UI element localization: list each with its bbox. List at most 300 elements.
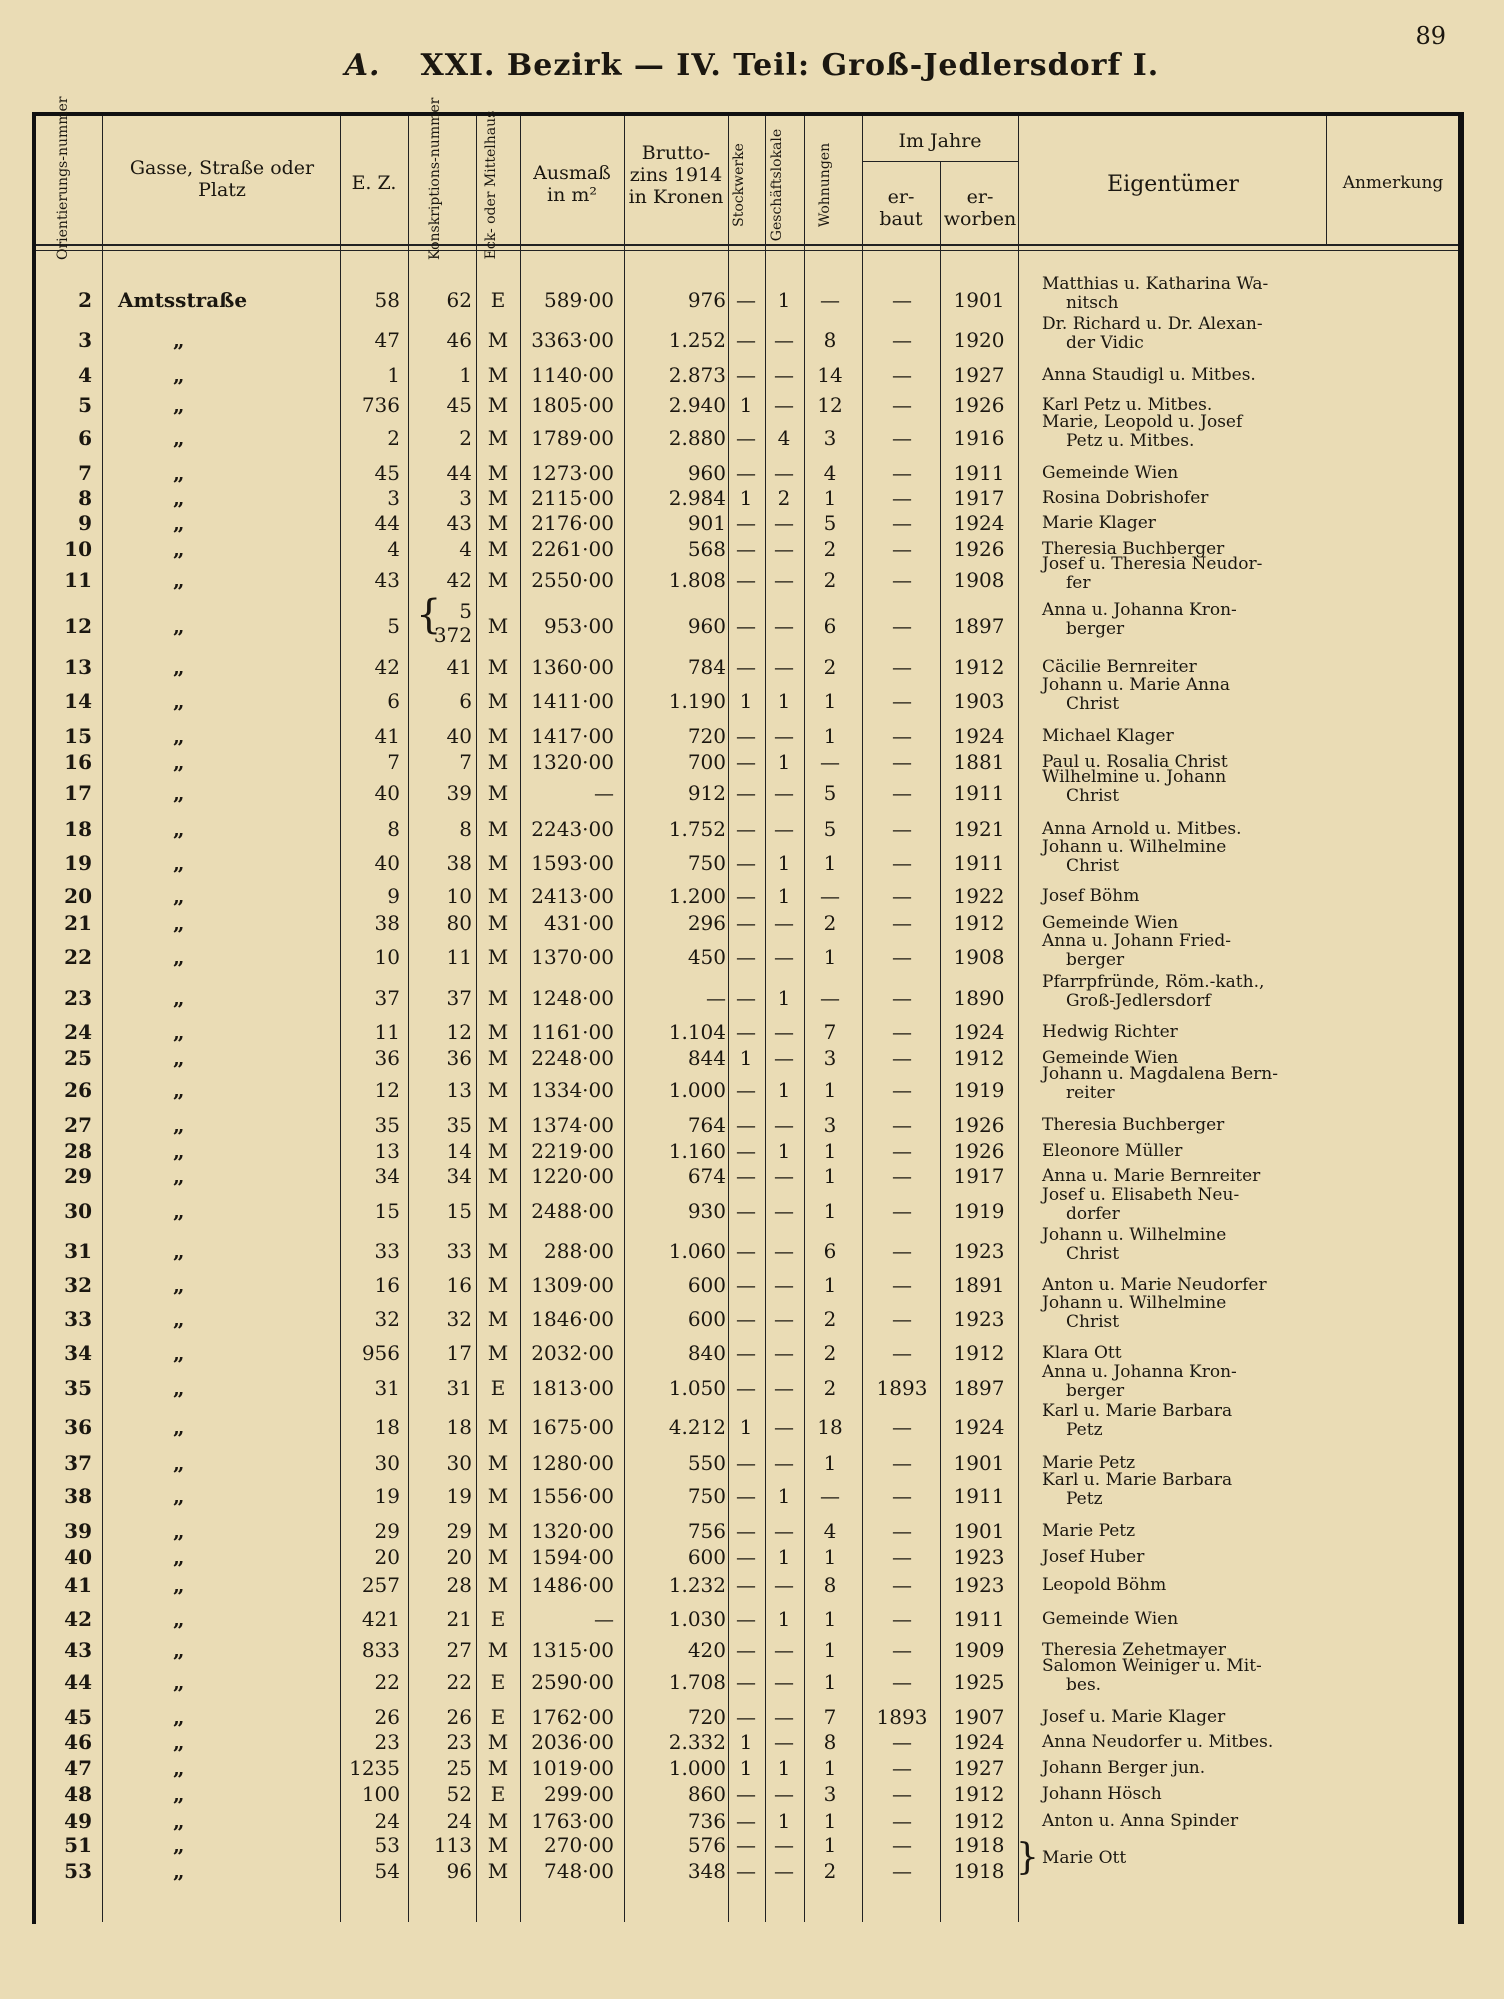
table-row (0, 1401, 1504, 1440)
cell-st: — (736, 1484, 756, 1508)
header-orientierung: Orientierungs-nummer (55, 96, 71, 260)
cell-gl: — (774, 363, 794, 387)
cell-gasse: Amtsstraße (118, 288, 248, 312)
cell-ez: 58 (374, 288, 400, 312)
header-erbaut: er-baut (879, 186, 923, 230)
cell-aus: 1360·00 (531, 655, 614, 679)
cell-aus: 1789·00 (531, 426, 614, 450)
owner-line: Anna u. Johanna Kron- (1042, 600, 1237, 620)
cell-gl: — (774, 328, 794, 352)
cell-aus: 1019·00 (531, 1756, 614, 1780)
cell-gl: — (774, 614, 794, 638)
cell-erb: — (892, 1164, 912, 1188)
cell-bz: 568 (687, 537, 726, 561)
cell-erw: 1921 (953, 817, 1005, 841)
cell-st: — (736, 986, 756, 1010)
cell-nr: 27 (64, 1113, 92, 1137)
cell-erw: 1920 (953, 328, 1005, 352)
cell-bz: 550 (687, 1451, 726, 1475)
cell-erw: 1916 (953, 426, 1005, 450)
cell-gl: — (774, 1415, 794, 1439)
cell-kn: 15 (446, 1199, 472, 1223)
cell-nr: 41 (64, 1573, 92, 1597)
cell-gasse: „ (173, 1376, 185, 1400)
owner-line: Johann u. Wilhelmine (1042, 837, 1227, 857)
cell-eigentuemer (1042, 1019, 1302, 1045)
owner-line: Klara Ott (1042, 1343, 1122, 1363)
cell-aus: 1315·00 (531, 1638, 614, 1662)
cell-nr: 47 (64, 1756, 92, 1780)
cell-wo: 1 (823, 1545, 837, 1569)
cell-st: — (736, 750, 756, 774)
cell-em: M (487, 1451, 509, 1475)
cell-em: M (487, 724, 509, 748)
cell-nr: 37 (64, 1451, 92, 1475)
cell-aus: 1813·00 (531, 1376, 614, 1400)
cell-erb: — (892, 288, 912, 312)
table-row (0, 1606, 1504, 1632)
cell-gl: — (774, 1730, 794, 1754)
cell-gl: — (774, 537, 794, 561)
table-row (0, 1544, 1504, 1570)
cell-kn: 5 (459, 599, 472, 623)
cell-gasse: „ (173, 1705, 185, 1729)
cell-nr: 29 (64, 1164, 92, 1188)
cell-eigentuemer (1042, 1186, 1302, 1224)
cell-wo: — (820, 1484, 840, 1508)
cell-aus: 1140·00 (531, 363, 614, 387)
cell-wo: 1 (823, 1638, 837, 1662)
table-row (0, 554, 1504, 593)
cell-erw: 1922 (953, 884, 1005, 908)
cell-bz: 1.104 (668, 1020, 726, 1044)
cell-st: — (736, 655, 756, 679)
cell-erb: — (892, 328, 912, 352)
cell-ez: 23 (374, 1730, 400, 1754)
cell-eigentuemer (1042, 723, 1302, 749)
owner-line-continued: Christ (1066, 1312, 1120, 1332)
cell-wo: 7 (823, 1705, 837, 1729)
cell-kn: 2 (459, 426, 472, 450)
cell-gl: — (774, 817, 794, 841)
cell-ez: 8 (387, 817, 400, 841)
cell-erw: 1912 (953, 1341, 1005, 1365)
cell-kn: 18 (446, 1415, 472, 1439)
cell-nr: 32 (64, 1273, 92, 1297)
cell-gasse: „ (173, 614, 185, 638)
cell-kn: 1 (459, 363, 472, 387)
cell-wo: 1 (823, 1139, 837, 1163)
cell-kn: 10 (446, 884, 472, 908)
cell-wo: 5 (823, 781, 837, 805)
page-title (0, 48, 1504, 83)
cell-em: M (487, 1139, 509, 1163)
cell-gasse: „ (173, 486, 185, 510)
table-row (0, 767, 1504, 806)
cell-bz: 784 (687, 655, 726, 679)
table-row (0, 837, 1504, 876)
cell-wo: 4 (823, 1519, 837, 1543)
owner-line: Paul u. Rosalia Christ (1042, 752, 1228, 772)
header-ausmass: Ausmaß in m² (533, 162, 611, 206)
cell-kn: 8 (459, 817, 472, 841)
cell-em: M (487, 1078, 509, 1102)
cell-wo: 1 (823, 1607, 837, 1631)
table-row (0, 883, 1504, 909)
cell-erb: — (892, 1415, 912, 1439)
cell-gasse: „ (173, 724, 185, 748)
cell-kn: 46 (446, 328, 472, 352)
cell-st: — (736, 1239, 756, 1263)
cell-nr: 23 (64, 986, 92, 1010)
cell-em: M (487, 1341, 509, 1365)
cell-kn: 35 (446, 1113, 472, 1137)
cell-ez: 956 (361, 1341, 400, 1365)
cell-gl: — (774, 1670, 794, 1694)
owner-line: Pfarrpfründe, Röm.-kath., (1042, 972, 1265, 992)
cell-ez: 257 (361, 1573, 400, 1597)
cell-wo: 5 (823, 511, 837, 535)
cell-bz: 700 (687, 750, 726, 774)
owner-line: Johann u. Magdalena Bern- (1042, 1064, 1278, 1084)
cell-gasse: „ (173, 568, 185, 592)
cell-gl: 1 (777, 1809, 791, 1833)
cell-ez: 833 (361, 1638, 400, 1662)
table-row (0, 362, 1504, 388)
owner-line: Marie Ott (1042, 1848, 1127, 1868)
table-row (0, 1112, 1504, 1138)
cell-kn: 19 (446, 1484, 472, 1508)
cell-wo: 2 (823, 1859, 837, 1883)
cell-eigentuemer (1042, 676, 1302, 714)
cell-aus: 2176·00 (531, 511, 614, 535)
cell-st: 1 (739, 1046, 753, 1070)
cell-gasse: „ (173, 986, 185, 1010)
owner-line: Marie Petz (1042, 1453, 1136, 1473)
table-row (0, 1518, 1504, 1544)
cell-gl: — (774, 1239, 794, 1263)
cell-em: M (487, 655, 509, 679)
owner-line: Johann u. Marie Anna (1042, 675, 1231, 695)
cell-kn: 34 (446, 1164, 472, 1188)
cell-gl: 1 (777, 288, 791, 312)
cell-nr: 28 (64, 1139, 92, 1163)
cell-em: M (487, 851, 509, 875)
cell-erw: 1912 (953, 911, 1005, 935)
cell-erb: — (892, 1833, 912, 1857)
cell-em: M (487, 1046, 509, 1070)
cell-erw: 1917 (953, 1164, 1005, 1188)
cell-erb: — (892, 1113, 912, 1137)
header-stockwerke: Stockwerke (731, 143, 747, 227)
cell-erb: — (892, 1573, 912, 1597)
cell-eigentuemer (1042, 883, 1302, 909)
owner-line: Leopold Böhm (1042, 1575, 1167, 1595)
cell-ez: 40 (374, 851, 400, 875)
cell-wo: 3 (823, 1046, 837, 1070)
cell-aus: 1846·00 (531, 1307, 614, 1331)
cell-wo: 1 (823, 689, 837, 713)
cell-em: M (487, 1415, 509, 1439)
header-konskription: Konskriptions-nummer (427, 97, 443, 260)
cell-erb: — (892, 568, 912, 592)
table-row (0, 1019, 1504, 1045)
cell-em: M (487, 461, 509, 485)
cell-kn: 7 (459, 750, 472, 774)
cell-erw: 1891 (953, 1273, 1005, 1297)
cell-kn: 113 (433, 1833, 472, 1857)
table-row (0, 274, 1504, 313)
cell-gasse: „ (173, 1573, 185, 1597)
cell-eigentuemer (1042, 1138, 1302, 1164)
table-row (0, 1848, 1504, 1884)
cell-gasse: „ (173, 1451, 185, 1475)
cell-erw: 1897 (953, 614, 1005, 638)
owner-line: Gemeinde Wien (1042, 913, 1179, 933)
cell-wo: 14 (817, 363, 843, 387)
cell-ez: 22 (374, 1670, 400, 1694)
cell-ez: 16 (374, 1273, 400, 1297)
cell-gasse: „ (173, 426, 185, 450)
cell-bz: 976 (687, 288, 726, 312)
cell-eigentuemer (1042, 1518, 1302, 1544)
cell-ez: 2 (387, 426, 400, 450)
cell-erb: 1893 (876, 1376, 928, 1400)
owner-line: Karl Petz u. Mitbes. (1042, 395, 1213, 415)
cell-eigentuemer (1042, 932, 1302, 970)
cell-em: E (490, 1607, 506, 1631)
cell-gasse: „ (173, 1545, 185, 1569)
cell-ez: 26 (374, 1705, 400, 1729)
cell-eigentuemer (1042, 1845, 1302, 1871)
cell-ez: 29 (374, 1519, 400, 1543)
cell-gl: 1 (777, 851, 791, 875)
owner-line: Josef u. Theresia Neudor- (1042, 554, 1263, 574)
cell-em: M (487, 1307, 509, 1331)
cell-wo: 2 (823, 568, 837, 592)
owner-line-continued: Petz u. Mitbes. (1066, 431, 1195, 451)
cell-gasse: „ (173, 1484, 185, 1508)
cell-gasse: „ (173, 884, 185, 908)
cell-gasse: „ (173, 537, 185, 561)
owner-line: Marie, Leopold u. Josef (1042, 412, 1243, 432)
cell-gl: — (774, 1859, 794, 1883)
cell-ez: 421 (361, 1607, 400, 1631)
cell-eigentuemer (1042, 362, 1302, 388)
cell-gl: — (774, 1833, 794, 1857)
section-letter: A. (344, 48, 381, 83)
cell-bz: 1.200 (668, 884, 726, 908)
cell-kn: 45 (446, 393, 472, 417)
cell-nr: 30 (64, 1199, 92, 1223)
cell-ez: 3 (387, 486, 400, 510)
cell-eigentuemer (1042, 1572, 1302, 1598)
cell-gl: — (774, 1638, 794, 1662)
header-eigentuemer: Eigentümer (1107, 172, 1239, 197)
cell-em: M (487, 1545, 509, 1569)
cell-erw: 1881 (953, 750, 1005, 774)
cell-kn: 22 (446, 1670, 472, 1694)
owner-line-continued: fer (1066, 573, 1091, 593)
cell-wo: — (820, 288, 840, 312)
cell-gl: 4 (777, 426, 791, 450)
cell-eigentuemer (1042, 1402, 1302, 1440)
cell-wo: 1 (823, 1809, 837, 1833)
table-row (0, 1704, 1504, 1730)
cell-wo: 2 (823, 1376, 837, 1400)
cell-nr: 51 (64, 1833, 92, 1857)
cell-aus: — (594, 781, 614, 805)
cell-gasse: „ (173, 1730, 185, 1754)
cell-gl: 1 (777, 1078, 791, 1102)
cell-erw: 1918 (953, 1859, 1005, 1883)
cell-gasse: „ (173, 945, 185, 969)
cell-eigentuemer (1042, 1544, 1302, 1570)
cell-gl: — (774, 1705, 794, 1729)
cell-kn: 21 (446, 1607, 472, 1631)
cell-gasse: „ (173, 1341, 185, 1365)
cell-erb: — (892, 1139, 912, 1163)
cell-aus: 2032·00 (531, 1341, 614, 1365)
owner-line: Gemeinde Wien (1042, 1048, 1179, 1068)
header-erworben: er-worben (943, 186, 1017, 230)
owner-line-continued: Christ (1066, 1244, 1120, 1264)
owner-line: Josef Huber (1042, 1547, 1145, 1567)
cell-eigentuemer (1042, 1657, 1302, 1695)
cell-erw: 1901 (953, 1519, 1005, 1543)
cell-wo: 1 (823, 1164, 837, 1188)
owner-line-continued: Petz (1066, 1489, 1103, 1509)
cell-nr: 24 (64, 1020, 92, 1044)
cell-bz: 420 (687, 1638, 726, 1662)
cell-bz: 720 (687, 1705, 726, 1729)
cell-st: 1 (739, 689, 753, 713)
cell-erw: 1927 (953, 1756, 1005, 1780)
cell-ez: 31 (374, 1376, 400, 1400)
title-text: XXI. Bezirk — IV. Teil: Groß-Jedlersdorf I. (420, 48, 1160, 83)
cell-em: M (487, 328, 509, 352)
cell-erb: — (892, 1273, 912, 1297)
cell-em: M (487, 1273, 509, 1297)
cell-ez: 1 (387, 363, 400, 387)
cell-wo: 5 (823, 817, 837, 841)
cell-erw: 1911 (953, 461, 1005, 485)
cell-bz: 1.708 (668, 1670, 726, 1694)
cell-gasse: „ (173, 1833, 185, 1857)
cell-kn: 62 (446, 288, 472, 312)
cell-em: M (487, 1519, 509, 1543)
header-brutto: Brutto-zins 1914 in Kronen (628, 142, 724, 208)
cell-nr: 21 (64, 911, 92, 935)
cell-erw: 1923 (953, 1573, 1005, 1597)
cell-bz: 844 (687, 1046, 726, 1070)
cell-ez: 30 (374, 1451, 400, 1475)
cell-gasse: „ (173, 1607, 185, 1631)
cell-nr: 19 (64, 851, 92, 875)
cell-ez: 44 (374, 511, 400, 535)
cell-erw: 1911 (953, 781, 1005, 805)
cell-bz: 576 (687, 1833, 726, 1857)
cell-aus: 1763·00 (531, 1809, 614, 1833)
cell-em: M (487, 750, 509, 774)
cell-eigentuemer (1042, 1294, 1302, 1332)
cell-aus: 1334·00 (531, 1078, 614, 1102)
cell-eigentuemer (1042, 768, 1302, 806)
cell-em: M (487, 884, 509, 908)
cell-eigentuemer (1042, 555, 1302, 593)
owner-line: Salomon Weiniger u. Mit- (1042, 1656, 1262, 1676)
owner-line: Michael Klager (1042, 726, 1174, 746)
cell-aus: 2248·00 (531, 1046, 614, 1070)
cell-gasse: „ (173, 750, 185, 774)
owner-line-continued: berger (1066, 950, 1125, 970)
cell-aus: 299·00 (544, 1782, 614, 1806)
cell-nr: 4 (78, 363, 92, 387)
cell-aus: 1320·00 (531, 750, 614, 774)
cell-aus: 1309·00 (531, 1273, 614, 1297)
owner-line: Theresia Buchberger (1042, 539, 1225, 559)
cell-st: — (736, 817, 756, 841)
cell-nr: 25 (64, 1046, 92, 1070)
cell-bz: 960 (687, 614, 726, 638)
cell-ez: 1235 (349, 1756, 400, 1780)
owner-line: Theresia Zehetmayer (1042, 1640, 1226, 1660)
cell-gl: — (774, 945, 794, 969)
cell-wo: 2 (823, 537, 837, 561)
cell-erw: 1912 (953, 1782, 1005, 1806)
cell-bz: 1.252 (668, 328, 726, 352)
cell-erb: — (892, 1859, 912, 1883)
cell-wo: 1 (823, 1833, 837, 1857)
owner-line-continued: berger (1066, 1381, 1125, 1401)
cell-st: — (736, 426, 756, 450)
cell-gasse: „ (173, 1415, 185, 1439)
table-row (0, 314, 1504, 353)
cell-em: M (487, 1239, 509, 1263)
cell-erb: — (892, 1607, 912, 1631)
table-row (0, 1470, 1504, 1509)
cell-aus: 2243·00 (531, 817, 614, 841)
cell-gl: — (774, 1164, 794, 1188)
owner-line: Johann Hösch (1042, 1784, 1162, 1804)
cell-st: — (736, 328, 756, 352)
cell-bz: 674 (687, 1164, 726, 1188)
cell-erw: 1925 (953, 1670, 1005, 1694)
table-row (0, 723, 1504, 749)
cell-gasse: „ (173, 1273, 185, 1297)
table-row (0, 1362, 1504, 1401)
cell-eigentuemer (1042, 1704, 1302, 1730)
owner-line-continued: nitsch (1066, 293, 1119, 313)
table-row (0, 510, 1504, 536)
cell-bz: 1.030 (668, 1607, 726, 1631)
cell-em: E (490, 1670, 506, 1694)
cell-nr: 46 (64, 1730, 92, 1754)
cell-eigentuemer (1042, 1729, 1302, 1755)
brace-symbol: } (1016, 1837, 1039, 1878)
cell-ez: 6 (387, 689, 400, 713)
cell-ez: 100 (361, 1782, 400, 1806)
cell-em: E (490, 1705, 506, 1729)
cell-gl: 1 (777, 1756, 791, 1780)
cell-em: E (490, 288, 506, 312)
cell-st: — (736, 1164, 756, 1188)
cell-st: — (736, 1519, 756, 1543)
table-row (0, 460, 1504, 486)
cell-gl: — (774, 1341, 794, 1365)
cell-erw: 1917 (953, 486, 1005, 510)
cell-erw: 1926 (953, 393, 1005, 417)
